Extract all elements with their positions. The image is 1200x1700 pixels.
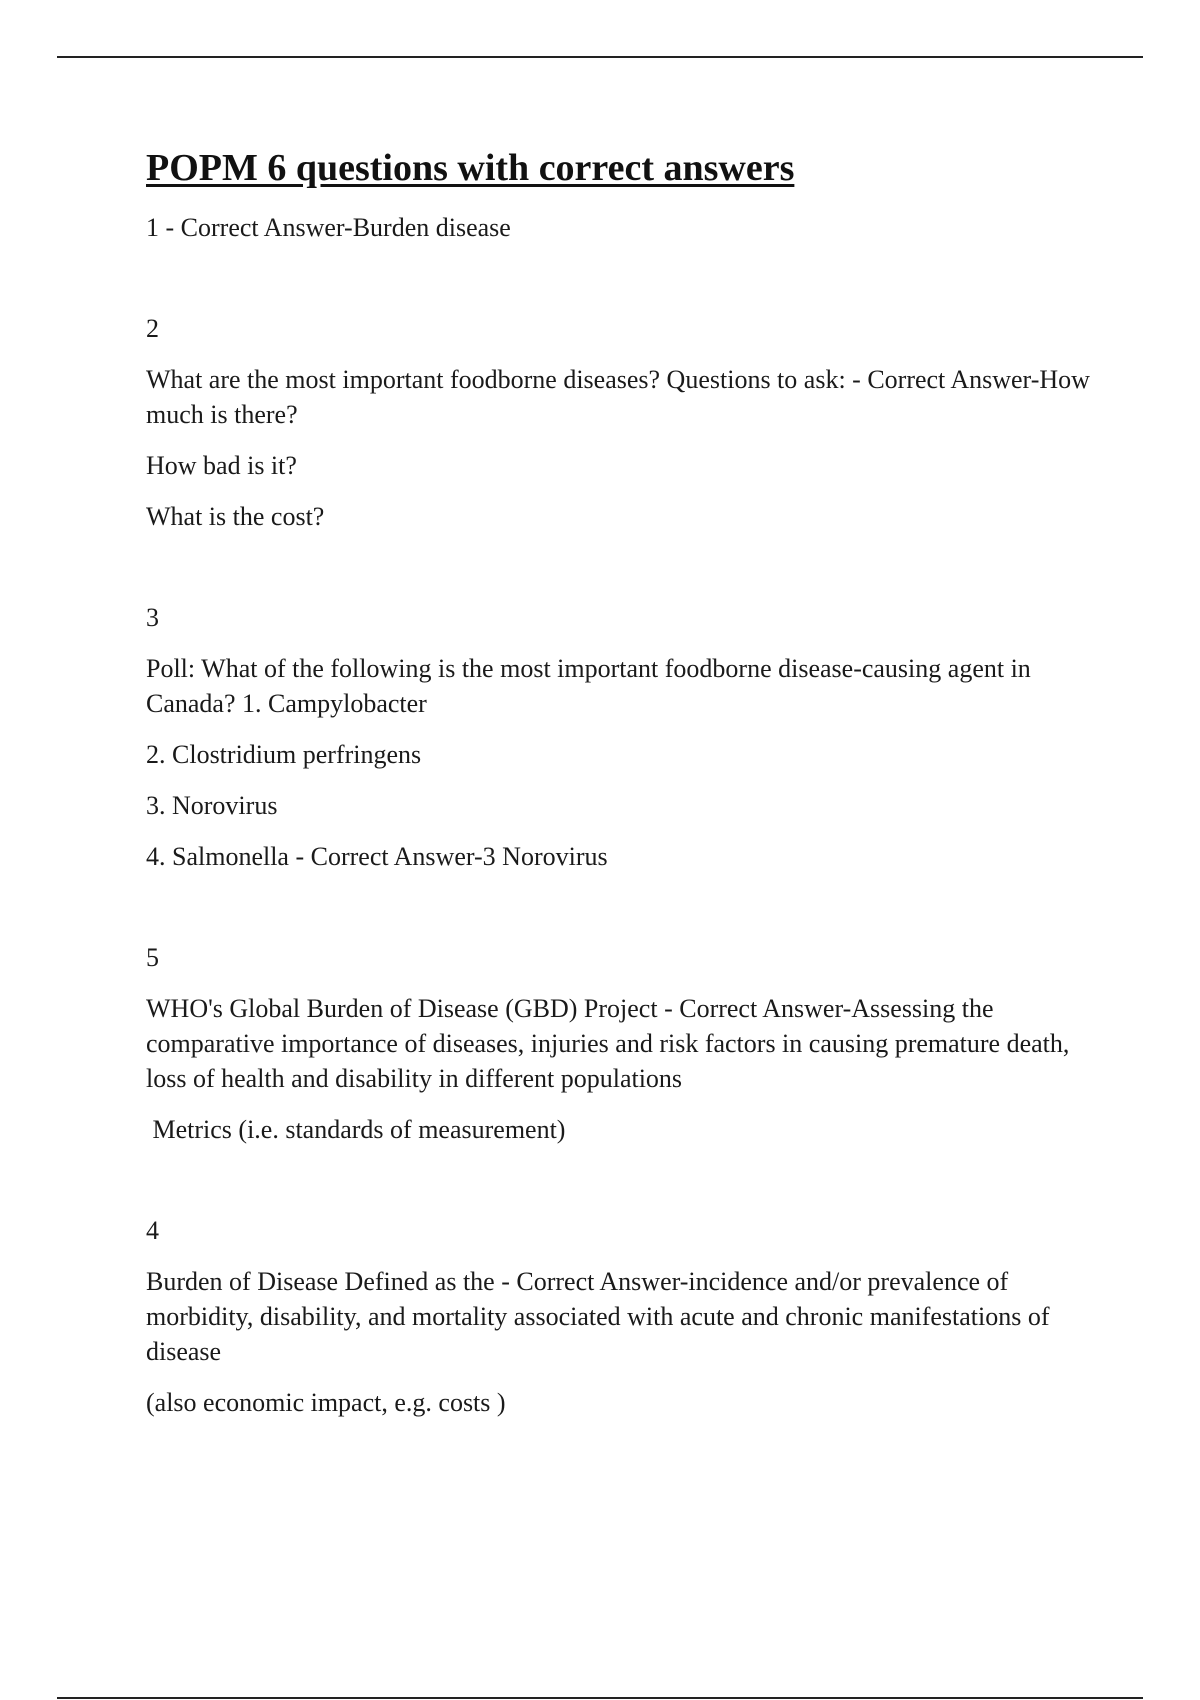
question-2-number: 2 — [146, 314, 159, 343]
question-4-answer-line-2: (also economic impact, e.g. costs ) — [146, 1388, 506, 1417]
question-5-number: 5 — [146, 943, 159, 972]
question-1-text: 1 - Correct Answer-Burden disease — [146, 213, 511, 242]
question-3-number: 3 — [146, 603, 159, 632]
question-5-answer-line-2: Metrics (i.e. standards of measurement) — [146, 1115, 566, 1144]
document-title: POPM 6 questions with correct answers — [146, 147, 795, 189]
question-3-option-2: 2. Clostridium perfringens — [146, 740, 422, 769]
question-2-answer-line-3: What is the cost? — [146, 502, 325, 531]
question-3-text: Poll: What of the following is the most important foodborne disease-causing agent in Canada? 1. Campylobacter — [146, 654, 1031, 718]
header-rule — [57, 56, 1143, 58]
question-3-option-4: 4. Salmonella - Correct Answer-3 Norovirus — [146, 842, 608, 871]
question-5-text: WHO's Global Burden of Disease (GBD) Project - Correct Answer-Assessing the comparative importance of diseases, injuries and risk factors in causing premature death, loss of health and disability in different populations — [146, 994, 1070, 1093]
question-4-text: Burden of Disease Defined as the - Correct Answer-incidence and/or prevalence of morbidity, disability, and mortality associated with acute and chronic manifestations of disease — [146, 1267, 1050, 1366]
question-2-text: What are the most important foodborne diseases? Questions to ask: - Correct Answer-How much is there? — [146, 365, 1090, 429]
question-2-answer-line-2: How bad is it? — [146, 451, 297, 480]
document-body — [146, 142, 1106, 1420]
question-3-option-3: 3. Norovirus — [146, 791, 278, 820]
footer-rule — [57, 1697, 1143, 1699]
question-4-number: 4 — [146, 1216, 159, 1245]
